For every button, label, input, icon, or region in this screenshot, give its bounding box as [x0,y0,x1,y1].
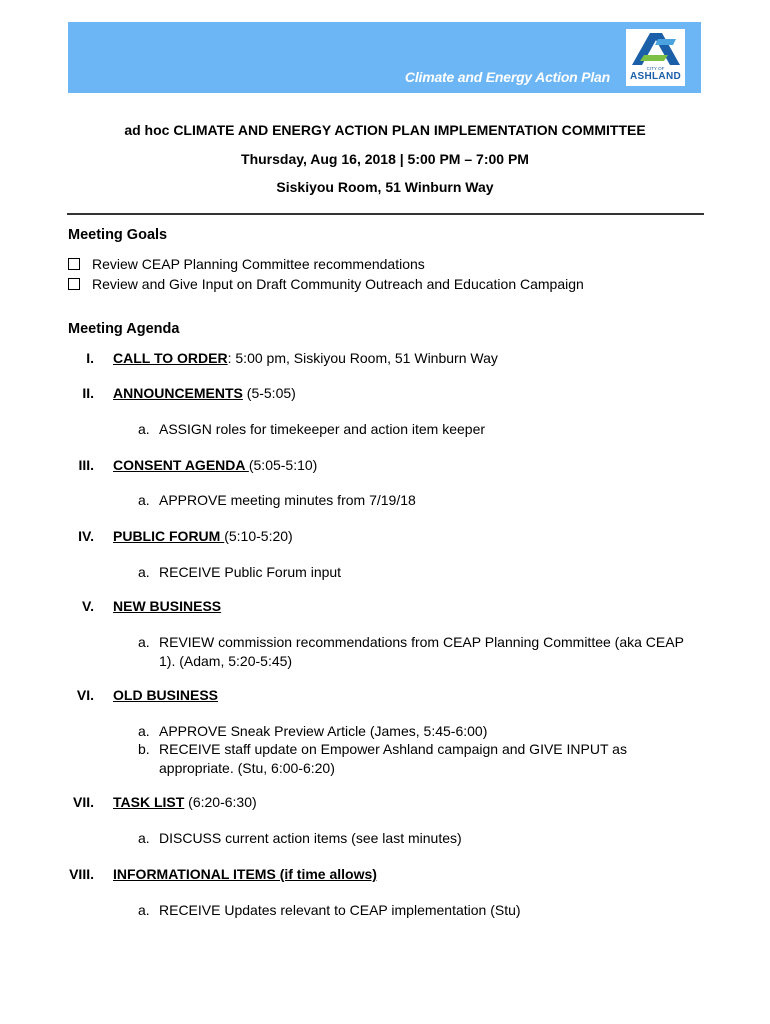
sub-text: APPROVE meeting minutes from 7/19/18 [159,492,416,508]
item-heading: OLD BUSINESS [113,687,219,703]
item-heading: NEW BUSINESS [113,598,222,614]
ashland-logo-icon [628,31,683,67]
goal-text: Review and Give Input on Draft Community Outreach and Education Campaign [92,276,584,292]
sub-item [138,420,698,439]
sub-letter: a. [138,830,150,846]
sub-item [138,829,698,848]
goal-item [68,256,425,272]
logo-ashland: ASHLAND [630,71,681,82]
city-logo [626,29,685,86]
sub-letter: a. [138,723,150,739]
sub-text: RECEIVE Public Forum input [159,564,342,580]
goals-title: Meeting Goals [68,227,168,243]
item-heading: CONSENT AGENDA [113,457,249,473]
sub-text: REVIEW commission recommendations from CEAP Planning Committee (aka CEAP 1). (Adam, 5:20-5:45) [159,634,684,669]
item-heading: PUBLIC FORUM [113,528,225,544]
committee-title: ad hoc CLIMATE AND ENERGY ACTION PLAN IMPLEMENTATION COMMITTEE [124,122,646,138]
item-detail: (5-5:05) [242,385,296,401]
item-detail: (5:10-5:20) [224,528,293,544]
sub-item [138,740,698,778]
item-number: V. [82,598,94,614]
item-number: VII. [72,794,94,810]
sub-letter: a. [138,902,150,918]
meeting-location: Siskiyou Room, 51 Winburn Way [276,179,494,195]
sub-letter: a. [138,421,150,437]
item-number: II. [82,385,94,401]
banner-title: Climate and Energy Action Plan [404,69,610,85]
sub-item [138,722,698,741]
sub-text: RECEIVE Updates relevant to CEAP implementation (Stu) [159,902,521,918]
sub-item [138,491,698,510]
divider [67,213,704,215]
goal-item [68,276,584,292]
item-number: III. [78,457,94,473]
goal-text: Review CEAP Planning Committee recommendations [92,256,425,272]
sub-letter: a. [138,564,150,580]
sub-letter: a. [138,634,150,650]
sub-item [138,563,698,582]
item-number: VIII. [69,866,94,882]
item-detail: : 5:00 pm, Siskiyou Room, 51 Winburn Way [227,350,498,366]
item-heading: ANNOUNCEMENTS [113,385,243,401]
sub-text: APPROVE Sneak Preview Article (James, 5:45-6:00) [159,723,488,739]
sub-text: DISCUSS current action items (see last minutes) [159,830,462,846]
item-heading: TASK LIST [113,794,185,810]
sub-text: RECEIVE staff update on Empower Ashland campaign and GIVE INPUT as appropriate. (Stu, 6:00-6:20) [159,741,627,776]
logo-city-of: CITY OF [646,66,665,71]
header-banner [68,22,701,93]
item-number: VI. [76,687,94,703]
item-detail: (5:05-5:10) [248,457,318,473]
item-heading: INFORMATIONAL ITEMS (if time allows) [113,866,377,882]
checkbox-icon [68,258,80,270]
sub-text: ASSIGN roles for timekeeper and action item keeper [159,421,486,437]
item-heading: CALL TO ORDER [113,350,228,366]
item-number: IV. [78,528,94,544]
sub-item [138,901,698,920]
sub-letter: a. [138,492,150,508]
item-detail: (6:20-6:30) [184,794,257,810]
sub-item [138,633,698,671]
item-number: I. [86,350,94,366]
checkbox-icon [68,278,80,290]
sub-letter: b. [138,741,150,757]
agenda-title: Meeting Agenda [68,321,180,337]
meeting-datetime: Thursday, Aug 16, 2018 | 5:00 PM – 7:00 PM [241,151,529,167]
